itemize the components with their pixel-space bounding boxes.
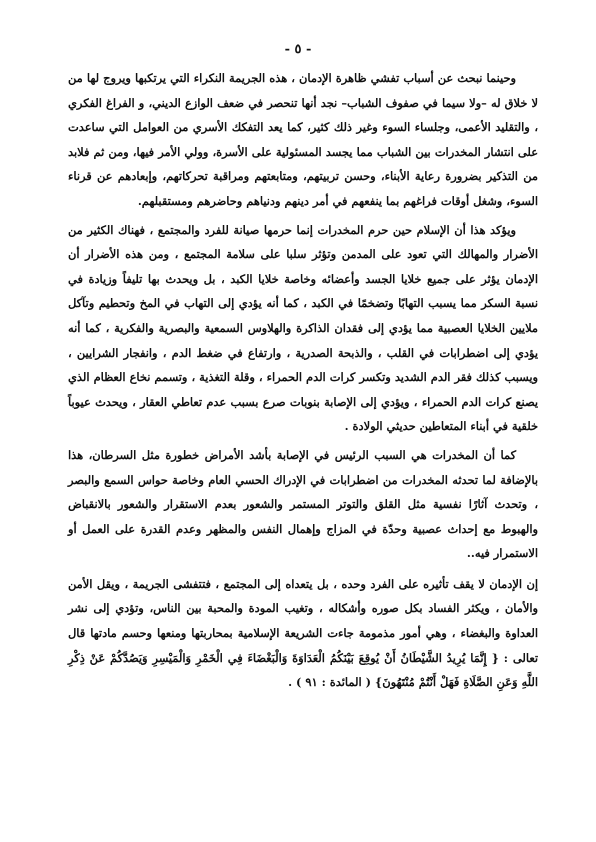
paragraph-psychological-effects: كما أن المخدرات هي السبب الرئيس في الإصابة بأشد الأمراض خطورة مثل السرطان، هذا بالإضافة لما تحدثه المخدرات من اضطرابات في الإدراك الحسي العام وخاصة حواس السمع والبصر ، وتحدث آثارًا نفسية مثل القلق والتوتر المستمر والشعور بعدم الاستقرار والشعور بالانقباض والهبوط مع إحداث عصبية وحدّة في المزاج وإهمال النفس والمظهر وعدم القدرة على العمل أو الاستمرار فيه.. <box>68 447 538 561</box>
page-number: - ٥ - <box>284 42 312 57</box>
document-body <box>68 66 538 699</box>
paragraph-addiction-harms: ويؤكد هذا أن الإسلام حين حرم المخدرات إنما حرمها صيانة للفرد والمجتمع ، فهناك الكثير من الأضرار والمهالك التي تعود على المدمن وتؤثر سلبا على سلامة المجتمع ، ومن هذه الأضرار أن الإدمان يؤثر على جميع خلايا الجسد وأعضائه وخاصة خلايا الكبد ، بل ويحدث بها تليفاً وزيادة في نسبة السكر مما يسبب التهابًا وتضخمًا في الكبد ، كما أنه يؤدي إلى التهاب في المخ وتحطيم وتآكل ملايين الخلايا العصبية مما يؤدي إلى فقدان الذاكرة والهلاوس السمعية والبصرية والفكرية ، كما أنه يؤدي إلى اضطرابات في القلب ، والذبحة الصدرية ، وارتفاع في ضغط الدم ، وانفجار الشرايين ، ويسبب كذلك فقر الدم الشديد وتكسر كرات الدم الحمراء ، وقلة التغذية ، وتسمم نخاع العظام الذي يصنع كرات الدم الحمراء ، ويؤدي إلى الإصابة بنوبات صرع بسبب عدم تعاطي العقار ، ويحدث عيوباً خلقية في أبناء المتعاطين حديثي الولادة . <box>68 222 538 434</box>
paragraph-addiction-causes: وحينما نبحث عن أسباب تفشي ظاهرة الإدمان ، هذه الجريمة النكراء التي يرتكبها ويروج لها من لا خلاق له –ولا سيما في صفوف الشباب– نجد أنها تنحصر في ضعف الوازع الديني، و الفراغ الفكري ، والتقليد الأعمى، وجلساء السوء وغير ذلك كثير، كما يعد التفكك الأسري من العوامل التي ساعدت على انتشار المخدرات بين الشباب مما يجسد المسئولية على الأسرة، وولي الأمر فيها، ومن ثم فلابد من التذكير بضرورة رعاية الأبناء، وحسن تربيتهم، ومتابعتهم ومراقبة تحركاتهم، وإبعادهم عن قرناء السوء، وشغل أوقات فراغهم بما ينفعهم في أمر دينهم ودنياهم وحاضرهم ومستقبلهم. <box>68 71 538 208</box>
paragraph-social-effects: إن الإدمان لا يقف تأثيره على الفرد وحده ، بل يتعداه إلى المجتمع ، فتتفشى الجريمة ، ويقل الأمن والأمان ، ويكثر الفساد بكل صوره وأشكاله ، وتغيب المودة والمحبة بين الناس، وتؤدي إلى نشر العداوة والبغضاء ، وهي أمور مذمومة جاءت الشريعة الإسلامية بمحاربتها ومنعها وحسم مادتها قال تعالى : { إِنَّمَا يُرِيدُ الشَّيْطَانُ أَنْ يُوقِعَ بَيْنَكُمُ الْعَدَاوَةَ وَالْبَغْضَاءَ فِي الْخَمْرِ وَالْمَيْسِرِ وَيَصُدَّكُمْ عَنْ ذِكْرِ اللَّهِ وَعَنِ الصَّلَاةِ فَهَلْ أَنْتُمْ مُنْتَهُونَ} ( المائدة : ٩١ ) . <box>68 576 538 690</box>
